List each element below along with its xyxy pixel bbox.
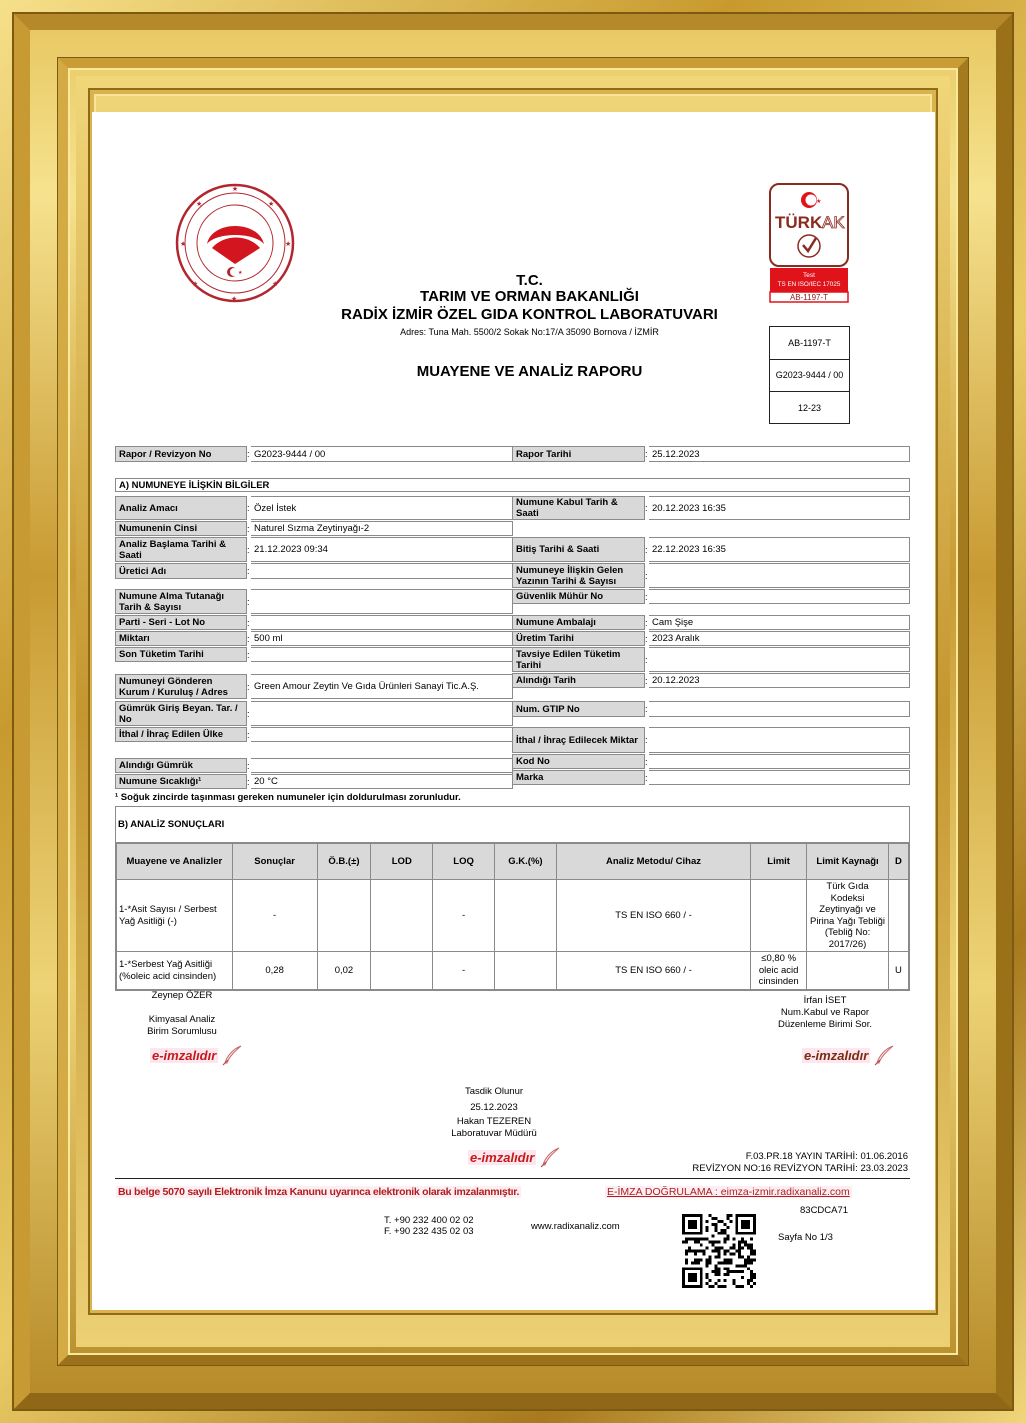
colon: : bbox=[645, 503, 648, 513]
colon: : bbox=[645, 756, 648, 767]
signer-title: Num.Kabul ve Rapor bbox=[780, 1007, 870, 1018]
field-row bbox=[512, 701, 910, 717]
field-label: Numuneye İlişkin Gelen Yazının Tarihi & Sayısı bbox=[512, 563, 645, 588]
field-label: İthal / İhraç Edilecek Miktar bbox=[512, 727, 645, 753]
cell-d bbox=[888, 880, 908, 952]
quill-pen-icon bbox=[539, 1146, 561, 1168]
col-result: Sonuçlar bbox=[232, 844, 317, 880]
colon: : bbox=[247, 523, 250, 534]
field-row bbox=[115, 615, 513, 630]
colon: : bbox=[645, 617, 648, 628]
code-date: 12-23 bbox=[797, 403, 822, 414]
field-value bbox=[649, 754, 910, 769]
cell-method: TS EN ISO 660 / - bbox=[556, 952, 750, 990]
field-row bbox=[512, 496, 910, 520]
e-sign-label: e-imzalıdır bbox=[152, 1047, 217, 1063]
colon: : bbox=[247, 681, 250, 692]
field-row bbox=[115, 631, 513, 646]
document-hash: 83CDCA71 bbox=[800, 1205, 849, 1216]
field-value bbox=[251, 647, 513, 662]
header-tc: T.C. bbox=[516, 272, 543, 289]
svg-text:★: ★ bbox=[268, 201, 275, 208]
colon: : bbox=[645, 591, 648, 602]
field-label: Kod No bbox=[512, 754, 645, 769]
field-label: Alındığı Gümrük bbox=[115, 758, 247, 773]
field-value: 21.12.2023 09:34 bbox=[251, 537, 513, 562]
colon: : bbox=[247, 596, 250, 607]
svg-text:TÜRK: TÜRK bbox=[775, 213, 823, 232]
colon: : bbox=[247, 729, 250, 740]
colon: : bbox=[247, 760, 250, 771]
field-row bbox=[512, 615, 910, 630]
e-sign-verification-link[interactable]: E-İMZA DOĞRULAMA : eimza-izmir.radixanaliz.com bbox=[607, 1186, 850, 1198]
field-row bbox=[115, 758, 513, 773]
field-value: Green Amour Zeytin Ve Gıda Ürünleri Sanayi Tic.A.Ş. bbox=[251, 674, 513, 699]
cell-loq: - bbox=[433, 880, 495, 952]
svg-text:★: ★ bbox=[238, 270, 243, 276]
quill-pen-icon bbox=[873, 1044, 895, 1066]
field-value bbox=[251, 701, 513, 726]
cell-method: TS EN ISO 660 / - bbox=[556, 880, 750, 952]
svg-text:★: ★ bbox=[816, 199, 822, 205]
cell-uncertainty bbox=[317, 880, 371, 952]
field-label: Num. GTIP No bbox=[512, 701, 645, 717]
svg-text:AK: AK bbox=[822, 213, 845, 232]
section-a-title: A) NUMUNEYE İLİŞKİN BİLGİLER bbox=[115, 478, 910, 492]
col-lod: LOD bbox=[371, 844, 433, 880]
col-limit: Limit bbox=[751, 844, 807, 880]
colon: : bbox=[645, 675, 648, 686]
doc-code-line: F.03.PR.18 YAYIN TARİHİ: 01.06.2016 bbox=[745, 1151, 908, 1162]
field-label: İthal / İhraç Edilen Ülke bbox=[115, 727, 247, 742]
report-document bbox=[92, 112, 935, 1310]
svg-text:TS EN ISO/IEC 17025: TS EN ISO/IEC 17025 bbox=[777, 281, 841, 288]
field-value: 500 ml bbox=[251, 631, 513, 646]
report-no-row bbox=[115, 446, 513, 462]
report-no-label: Rapor / Revizyon No bbox=[115, 446, 247, 462]
signature-right bbox=[770, 995, 880, 1031]
col-method: Analiz Metodu/ Cihaz bbox=[556, 844, 750, 880]
colon: : bbox=[247, 633, 250, 644]
svg-text:★: ★ bbox=[231, 296, 238, 303]
svg-text:★: ★ bbox=[196, 201, 203, 208]
colon: : bbox=[645, 449, 648, 459]
colon: : bbox=[247, 708, 250, 719]
e-signature-left bbox=[150, 1044, 243, 1066]
website-link[interactable]: www.radixanaliz.com bbox=[531, 1221, 620, 1232]
doc-code-line: REVİZYON NO:16 REVİZYON TARİHİ: 23.03.2023 bbox=[692, 1163, 908, 1174]
col-d: D bbox=[888, 844, 908, 880]
colon: : bbox=[645, 654, 648, 665]
report-title: MUAYENE VE ANALİZ RAPORU bbox=[416, 363, 643, 380]
field-label: Numune Alma Tutanağı Tarih & Sayısı bbox=[115, 589, 247, 614]
field-row bbox=[115, 589, 513, 614]
field-row bbox=[115, 563, 513, 579]
results-table bbox=[115, 806, 910, 991]
col-limit-source: Limit Kaynağı bbox=[807, 844, 889, 880]
colon: : bbox=[645, 772, 648, 783]
field-label: Numune Kabul Tarih & Saati bbox=[512, 496, 645, 520]
field-row bbox=[115, 727, 513, 742]
field-label: Numune Sıcaklığı¹ bbox=[115, 774, 247, 789]
field-label: Bitiş Tarihi & Saati bbox=[512, 537, 645, 562]
field-label: Gümrük Giriş Beyan. Tar. / No bbox=[115, 701, 247, 726]
report-date-row bbox=[512, 446, 910, 462]
svg-text:★: ★ bbox=[192, 281, 199, 288]
cell-test: 1-*Serbest Yağ Asitliği (%oleic acid cinsinden) bbox=[117, 952, 233, 990]
e-sign-label: e-imzalıdır bbox=[804, 1047, 869, 1063]
fax-number: F. +90 232 435 02 03 bbox=[384, 1226, 474, 1237]
colon: : bbox=[645, 633, 648, 644]
colon: : bbox=[247, 449, 250, 459]
field-row bbox=[512, 563, 910, 588]
field-value: 20.12.2023 16:35 bbox=[649, 496, 910, 520]
field-label: Numuneyi Gönderen Kurum / Kuruluş / Adres bbox=[115, 674, 247, 699]
field-row bbox=[512, 589, 910, 604]
field-label: Analiz Amacı bbox=[115, 496, 247, 520]
colon: : bbox=[247, 617, 250, 628]
svg-text:★: ★ bbox=[272, 281, 279, 288]
signer-title: Laboratuvar Müdürü bbox=[451, 1128, 537, 1139]
field-label: Son Tüketim Tarihi bbox=[115, 647, 247, 662]
col-uncertainty: Ö.B.(±) bbox=[317, 844, 371, 880]
field-value: 2023 Aralık bbox=[649, 631, 910, 646]
cell-result: 0,28 bbox=[232, 952, 317, 990]
quill-pen-icon bbox=[221, 1044, 243, 1066]
col-loq: LOQ bbox=[433, 844, 495, 880]
page-number: Sayfa No 1/3 bbox=[778, 1232, 833, 1243]
field-value: 22.12.2023 16:35 bbox=[649, 537, 910, 562]
field-label: Üretici Adı bbox=[115, 563, 247, 579]
field-row bbox=[512, 631, 910, 646]
code-box bbox=[769, 326, 850, 424]
field-label: Marka bbox=[512, 770, 645, 785]
header-address: Adres: Tuna Mah. 5500/2 Sokak No:17/A 35090 Bornova / İZMİR bbox=[400, 327, 659, 337]
cell-loq: - bbox=[433, 952, 495, 990]
field-row bbox=[512, 727, 910, 753]
field-value: Cam Şişe bbox=[649, 615, 910, 630]
cell-gk bbox=[495, 952, 557, 990]
field-value: 20.12.2023 bbox=[649, 673, 910, 688]
cell-result: - bbox=[232, 880, 317, 952]
field-label: Alındığı Tarih bbox=[512, 673, 645, 688]
cell-d: U bbox=[888, 952, 908, 990]
field-label: Numune Ambalajı bbox=[512, 615, 645, 630]
qr-code-icon bbox=[682, 1214, 756, 1288]
approval-date: 25.12.2023 bbox=[470, 1102, 518, 1113]
legal-notice: Bu belge 5070 sayılı Elektronik İmza Kanunu uyarınca elektronik olarak imzalanmıştır. bbox=[118, 1186, 520, 1198]
colon: : bbox=[645, 704, 648, 714]
cell-limit-source bbox=[807, 952, 889, 990]
signer-title: Birim Sorumlusu bbox=[147, 1026, 217, 1037]
cell-limit: ≤0,80 % oleic acid cinsinden bbox=[751, 952, 807, 990]
signature-center bbox=[434, 1084, 554, 1140]
field-row bbox=[115, 647, 513, 662]
cell-test: 1-*Asit Sayısı / Serbest Yağ Asitliği (-) bbox=[117, 880, 233, 952]
report-date-value: 25.12.2023 bbox=[649, 446, 910, 462]
colon: : bbox=[247, 649, 250, 660]
footer-divider bbox=[115, 1178, 910, 1179]
cell-gk bbox=[495, 880, 557, 952]
field-row bbox=[115, 774, 513, 789]
report-no-value: G2023-9444 / 00 bbox=[251, 446, 513, 462]
header-ministry: TARIM VE ORMAN BAKANLIĞI bbox=[420, 288, 639, 305]
colon: : bbox=[645, 570, 648, 581]
report-date-label: Rapor Tarihi bbox=[512, 446, 645, 462]
signer-name: İrfan İSET bbox=[803, 995, 847, 1006]
signer-title: Düzenleme Birimi Sor. bbox=[778, 1019, 872, 1030]
col-test: Muayene ve Analizler bbox=[117, 844, 233, 880]
svg-text:★: ★ bbox=[180, 241, 187, 248]
field-value bbox=[251, 589, 513, 614]
field-row bbox=[512, 647, 910, 672]
signer-name: Hakan TEZEREN bbox=[456, 1116, 532, 1127]
field-label: Parti - Seri - Lot No bbox=[115, 615, 247, 630]
colon: : bbox=[247, 566, 250, 576]
field-value: Özel İstek bbox=[251, 496, 513, 520]
footnote: ¹ Soğuk zincirde taşınması gereken numuneler için doldurulması zorunludur. bbox=[115, 792, 461, 803]
field-row bbox=[115, 701, 513, 726]
cell-uncertainty: 0,02 bbox=[317, 952, 371, 990]
field-value bbox=[649, 727, 910, 753]
signer-name: Zeynep ÖZER bbox=[151, 990, 213, 1001]
svg-text:Test: Test bbox=[803, 272, 815, 279]
svg-text:AB-1197-T: AB-1197-T bbox=[789, 293, 829, 302]
code-report-no: G2023-9444 / 00 bbox=[770, 360, 849, 393]
table-row bbox=[117, 952, 909, 990]
contact-info bbox=[384, 1215, 474, 1237]
field-value bbox=[251, 727, 513, 742]
section-b-title: B) ANALİZ SONUÇLARI bbox=[116, 807, 909, 843]
field-value bbox=[649, 701, 910, 717]
colon: : bbox=[247, 776, 250, 787]
cell-lod bbox=[371, 880, 433, 952]
table-row bbox=[117, 880, 909, 952]
header-lab-name: RADİX İZMİR ÖZEL GIDA KONTROL LABORATUVARI bbox=[341, 306, 718, 323]
e-signature-right bbox=[802, 1044, 895, 1066]
field-label: Tavsiye Edilen Tüketim Tarihi bbox=[512, 647, 645, 672]
e-sign-label: e-imzalıdır bbox=[470, 1149, 535, 1165]
field-row bbox=[512, 770, 910, 785]
e-signature-center bbox=[468, 1146, 561, 1168]
cell-limit-source: Türk Gıda Kodeksi Zeytinyağı ve Pirina Yağı Tebliği (Tebliğ No: 2017/26) bbox=[807, 880, 889, 952]
field-row bbox=[115, 537, 513, 562]
svg-text:★: ★ bbox=[231, 186, 239, 193]
field-label: Üretim Tarihi bbox=[512, 631, 645, 646]
field-value bbox=[251, 758, 513, 773]
cell-limit bbox=[751, 880, 807, 952]
document-code bbox=[692, 1151, 908, 1175]
code-accreditation: AB-1197-T bbox=[770, 327, 849, 360]
colon: : bbox=[645, 544, 648, 555]
colon: : bbox=[247, 544, 250, 555]
col-gk: G.K.(%) bbox=[495, 844, 557, 880]
field-value: 20 °C bbox=[251, 774, 513, 789]
field-row bbox=[115, 674, 513, 699]
field-value bbox=[649, 770, 910, 785]
field-value bbox=[251, 615, 513, 630]
phone-number: T. +90 232 400 02 02 bbox=[384, 1215, 474, 1226]
field-label: Miktarı bbox=[115, 631, 247, 646]
field-value bbox=[649, 647, 910, 672]
field-value bbox=[649, 589, 910, 604]
field-row bbox=[512, 673, 910, 688]
field-row bbox=[115, 521, 513, 536]
field-row bbox=[115, 496, 513, 520]
svg-text:★: ★ bbox=[285, 241, 292, 248]
colon: : bbox=[247, 503, 250, 513]
signature-left bbox=[132, 990, 232, 1038]
colon: : bbox=[645, 735, 648, 745]
field-value bbox=[251, 563, 513, 579]
results-header-row bbox=[117, 844, 909, 880]
approval-text: Tasdik Olunur bbox=[464, 1086, 524, 1097]
field-row bbox=[512, 537, 910, 562]
field-value: Naturel Sızma Zeytinyağı-2 bbox=[251, 521, 513, 536]
field-label: Numunenin Cinsi bbox=[115, 521, 247, 536]
field-label: Analiz Başlama Tarihi & Saati bbox=[115, 537, 247, 562]
cell-lod bbox=[371, 952, 433, 990]
signer-title: Kimyasal Analiz bbox=[148, 1014, 216, 1025]
field-value bbox=[649, 563, 910, 588]
field-label: Güvenlik Mühür No bbox=[512, 589, 645, 604]
field-row bbox=[512, 754, 910, 769]
